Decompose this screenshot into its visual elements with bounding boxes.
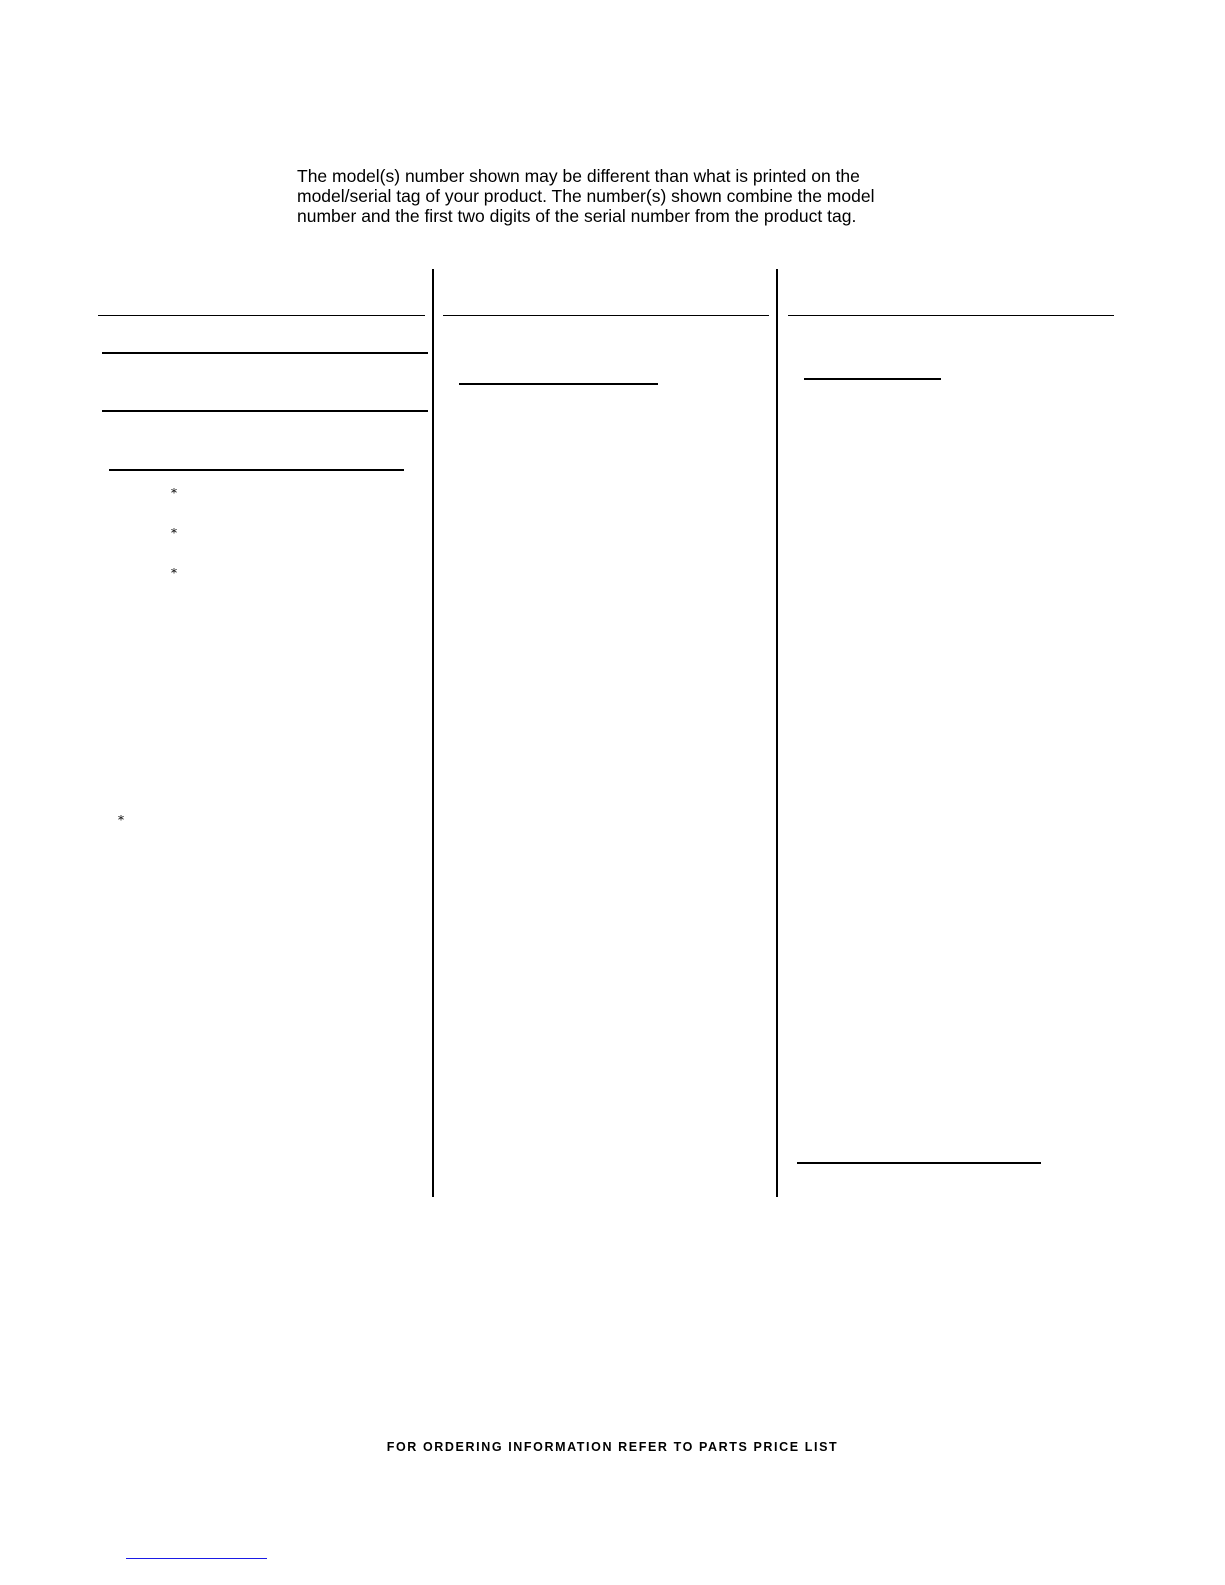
column-1-section-rule-2	[102, 410, 428, 412]
model-notice-line-1: The model(s) number shown may be different than what is printed on the	[297, 166, 860, 186]
column-2-section-rule	[459, 383, 658, 385]
model-notice	[297, 166, 937, 226]
asterisk-marker-3: *	[171, 566, 177, 580]
column-1-header-rule	[98, 315, 425, 316]
asterisk-marker-4: *	[118, 813, 124, 827]
asterisk-marker-2: *	[171, 526, 177, 540]
model-notice-line-2: model/serial tag of your product. The number(s) shown combine the model	[297, 186, 875, 206]
column-divider-left	[432, 269, 434, 1197]
ordering-information-note: FOR ORDERING INFORMATION REFER TO PARTS PRICE LIST	[386, 1440, 839, 1454]
model-notice-line-3: number and the first two digits of the serial number from the product tag.	[297, 206, 857, 226]
column-1-section-rule-1	[102, 352, 428, 354]
column-1-section-rule-3	[109, 469, 404, 471]
column-3-section-rule-2	[797, 1162, 1041, 1164]
column-3-section-rule-1	[804, 378, 941, 380]
column-2-header-rule	[443, 315, 769, 316]
column-divider-right	[776, 269, 778, 1197]
link-underline[interactable]	[126, 1558, 267, 1559]
column-3-header-rule	[788, 315, 1114, 316]
asterisk-marker-1: *	[171, 486, 177, 500]
